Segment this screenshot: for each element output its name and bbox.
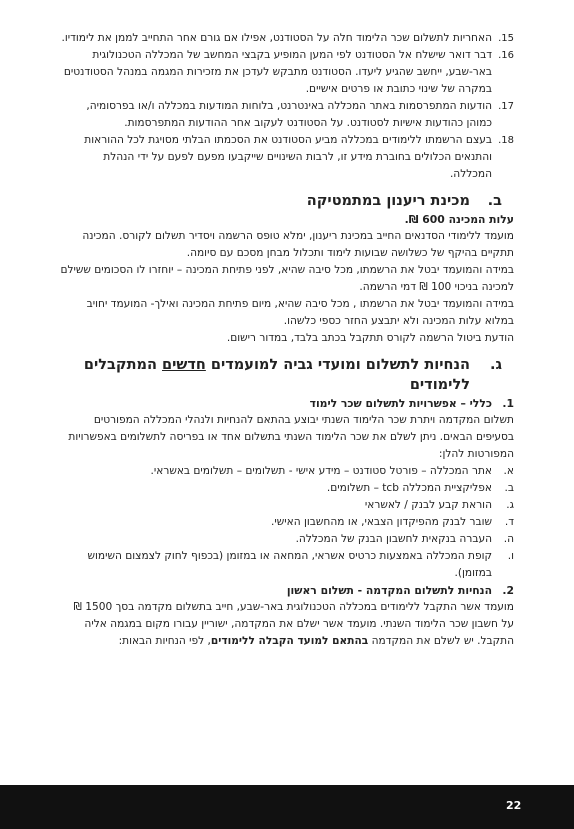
item-letter: ג. [506, 499, 514, 511]
item-text: אפליקציית המכללה tcb – תשלומים. [326, 482, 492, 494]
page-number: 22 [506, 799, 522, 812]
list-item [58, 132, 514, 183]
paragraph [58, 599, 514, 650]
list-item [58, 30, 514, 47]
subsection-heading [58, 395, 514, 412]
item-letter: ו. [507, 550, 514, 562]
section-title: מכינת ריענון במתמטיקה [306, 193, 470, 209]
paragraph-text: , לפי הנחיות הבאות: [118, 635, 211, 647]
item-text: קופת המכללה באמצעות כרטיס אשראי, המחאה או במזומן (בכפוף לחוק לצמצום השימוש במזומן). [87, 550, 492, 579]
subsection-heading [58, 582, 514, 599]
list-item [58, 480, 514, 497]
item-number: 17. [498, 101, 514, 112]
section-letter: ב. [487, 193, 502, 209]
subsection-number: 2. [502, 584, 514, 597]
section-letter: ג. [490, 357, 502, 373]
list-item [58, 98, 514, 132]
section-title-part: הנחיות לתשלום ומועדי גביה למועמדים [205, 357, 470, 373]
footer-bar [0, 785, 574, 829]
payment-options-list [58, 463, 514, 582]
subsection-number: 1. [502, 397, 514, 410]
paragraph: במידה והמועמד יבטל את הרשמתו , מכל סיבה שהיא, מיום פתיחת המכינה ואילך- המועמד יחויב במלוא עלות המכינה ולא יתבצע החזר כספי כלשהו. [86, 298, 514, 327]
list-item [58, 47, 514, 98]
item-number: 16. [498, 50, 514, 61]
paragraph-text: מועמד אשר התקבל ללימודים במכללה הטכנולוגית באר-שבע, חייב בתשלום מקדמה בסך 1500 ₪ על חשבון שכר הלימוד השנתי. מועמד אשר ישלם את המקדמה, ישוריין עבורו מקום במגמה אליה התקבל. יש לשלם את המקדמה [73, 601, 514, 647]
item-text: הודעות המתפרסמות באתר המכללה באינטרנט, בלוחות המודעות במכללה ו/או בפרסומיה, כמוהן כהודעות אישיות לסטודנט. על הסטודנט לעקוב אחר ההודעות המתפרסמות. [86, 100, 492, 129]
item-letter: א. [503, 465, 514, 477]
section-g [58, 355, 514, 650]
item-text: אתר המכללה – פורטל סטודנט – מידע אישי - תשלומים – תשלומים באשראי. [150, 465, 492, 477]
section-title-underlined: חדשים [162, 357, 206, 373]
paragraph: הודעת ביטול הרשמה לקורס תתקבל בכתב בלבד, במדור רישום. [226, 332, 514, 344]
item-text: בעצם הרשמתו ללימודים במכללה מביע הסטודנט את הסכמתו הבלתי מסויגת לכל ההוראות והתנאים הכלולים בחוברת מידע זו, לרבות השינויים שייקבעו מפעם לפעם על ידי הנהלת המכללה. [84, 134, 492, 180]
item-text: האחריות לתשלום שכר הלימוד חלה על הסטודנט, אפילו אם גורם אחר התחייב לממן את לימודיו. [61, 32, 492, 44]
item-letter: ה. [503, 533, 514, 545]
numbered-list-top [58, 30, 514, 183]
section-heading [58, 191, 514, 211]
item-text: דבר דואר שישלח אל הסטודנט לפי המען המופיע בקבצי המחשב של המכללה הטכנולוגית באר-שבע, ייחשב שהגיע ליעדו. הסטודנט מתבקש לעדכן את מזכירות המגמה במנהל הסטודנטים במקרה של שינוי כתובת או פרטים אישיים. [63, 49, 492, 95]
paragraph-bold-text: בהתאם למועד הקבלה ללימודים [210, 635, 369, 647]
section-heading [58, 355, 514, 395]
paragraph: תשלום המקדמה ויתרת שכר הלימוד השנתי יבוצע בהתאם להנחיות ולנהלי המכללה המפורטים בסעיפים הבאים. ניתן לשלם את שכר הלימוד השנתי בתשלום אחד או בפריסה לתשלומים באפשרויות המפורטות להלן: [68, 414, 514, 460]
item-number: 15. [498, 33, 514, 44]
list-item [58, 514, 514, 531]
item-letter: ד. [504, 516, 514, 528]
item-text: שובר לבנק מהפיקדון הצבאי, או מהחשבון האישי. [271, 516, 492, 528]
list-item [58, 531, 514, 548]
paragraph: מועמד ללימודי הסדנאים החייב במכינת ריענון, ימלא טופס הרשמה ויסדיר תשלום לקורס. המכינה תתקיים בהיקף של כשלושה שבועות לימוד ותכלול מבחן מסכם עם סיומה. [82, 230, 514, 259]
item-text: הוראת קבע לבנק / לאשראי [364, 499, 492, 511]
item-text: העברה בנקאית לחשבון הבנק של המכללה. [295, 533, 492, 545]
course-cost: עלות המכינה 600 ₪. [404, 213, 514, 226]
section-title-part: המתקבלים ללימודים [83, 357, 470, 393]
item-number: 18. [498, 135, 514, 146]
subsection-title: הנחיות לתשלום המקדמה - תשלום ראשון [286, 584, 492, 597]
list-item [58, 463, 514, 480]
list-item [58, 548, 514, 582]
subsection-title: כללי – אפשרויות לתשלום שכר לימוד [309, 397, 492, 410]
page-content [58, 30, 514, 650]
section-b [58, 191, 514, 347]
paragraph: במידה והמועמד יבטל את הרשמתו, מכל סיבה שהיא, לפני פתיחת המכינה – יוחזרו לו הסכומים ששילם למכינה בניכוי 100 ₪ דמי הרשמה. [60, 264, 514, 293]
item-letter: ב. [504, 482, 514, 494]
list-item [58, 497, 514, 514]
